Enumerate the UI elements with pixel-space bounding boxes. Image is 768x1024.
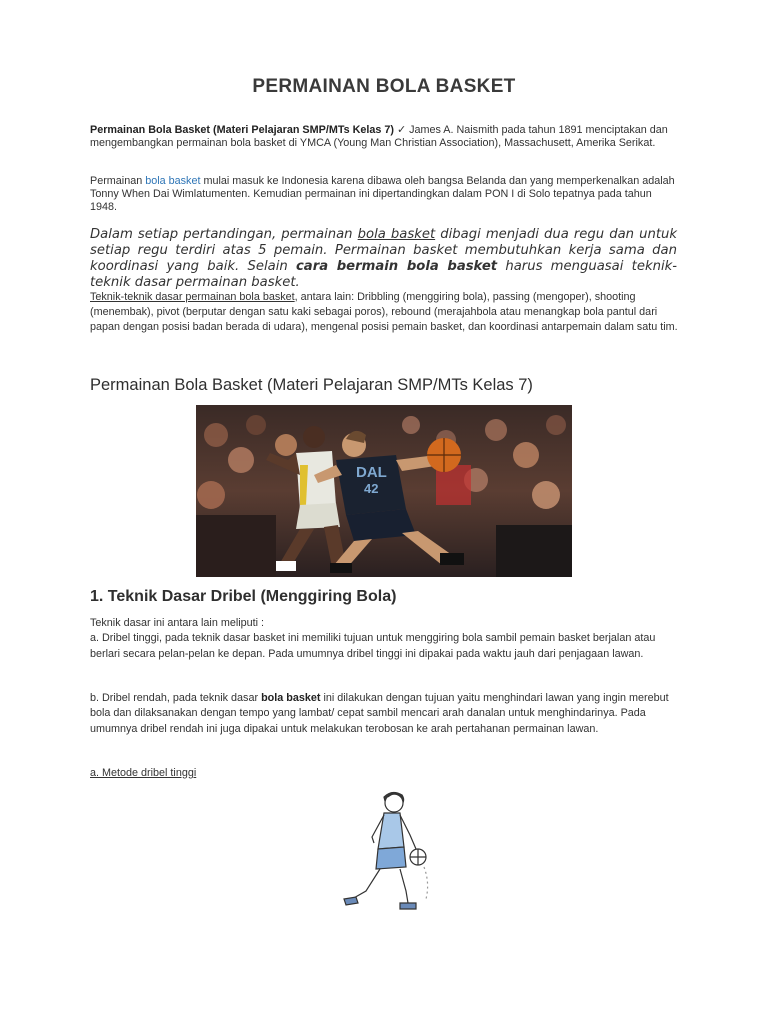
basketball-photo <box>196 405 572 577</box>
section-heading: Permainan Bola Basket (Materi Pelajaran SMP/MTs Kelas 7) <box>90 376 533 394</box>
italic-post: harus menguasai teknik-teknik dasar permainan basket. <box>90 259 677 290</box>
techniques-link[interactable]: Teknik-teknik dasar permainan bola basket <box>90 291 295 303</box>
italic-bola-basket-link[interactable]: bola basket <box>357 227 436 242</box>
history-post: mulai masuk ke Indonesia karena dibawa oleh bangsa Belanda dan yang memperkenalkan adalah Tonny When Dai Wimlatumenten. Kemudian permainan ini dipertandingkan dalam PON I di Solo tepatnya pada tahun 1948. <box>90 175 675 213</box>
bola-basket-link[interactable]: bola basket <box>145 175 201 187</box>
page-title: PERMAINAN BOLA BASKET <box>252 76 516 97</box>
point-b-post: ini dilakukan dengan tujuan yaitu menghindari lawan yang ingin merebut bola dan dilaksanakan dengan tempo yang lambat/ cepat sambil mencari arah danalan untuk menghindarinya. Pada umumnya dribel rendah ini juga dipakai untuk melakukan terobosan ke arah pertahanan permainan lawan. <box>90 692 669 735</box>
dribble-point-a: a. Dribel tinggi, pada teknik dasar basket ini memiliki tujuan untuk menggiring bola sambil pemain basket berjalan atau berlari secara pelan-pelan ke depan. Pada umumnya dribel tinggi ini dipakai pada waktu jauh dari penjagaan lawan. <box>90 632 656 660</box>
point-b-pre: b. Dribel rendah, pada teknik dasar <box>90 692 262 704</box>
italic-pre: Dalam setiap pertandingan, permainan <box>90 227 358 242</box>
check-icon: ✓ <box>397 124 407 136</box>
history-paragraph <box>90 175 680 214</box>
history-pre: Permainan <box>90 175 146 187</box>
italic-bold-phrase: cara bermain bola basket <box>295 259 498 274</box>
intro-paragraph <box>90 124 680 150</box>
method-subheading: a. Metode dribel tinggi <box>90 767 197 779</box>
subsection-heading: 1. Teknik Dasar Dribel (Menggiring Bola) <box>90 588 397 605</box>
intro-text: James A. Naismith pada tahun 1891 menciptakan dan mengembangkan permainan bola basket di YMCA (Young Man Christian Association), Massachusett, Amerika Serikat. <box>90 124 668 149</box>
jersey-number: 42 <box>364 481 379 496</box>
intro-bold-lead: Permainan Bola Basket (Materi Pelajaran SMP/MTs Kelas 7) <box>90 124 395 136</box>
point-b-bold: bola basket <box>261 692 321 704</box>
italic-paragraph <box>90 227 677 291</box>
techniques-text: , antara lain: Dribbling (menggiring bola), passing (mengoper), shooting (menembak), pivot (berputar dengan satu kaki sebagai poros), rebound (merajahbola atau menangkap bola pantul dari papan dengan posisi badan berada di udara), mengenal posisi pemain basket, dan koordinasi antarpemain dalam satu tim. <box>90 291 678 333</box>
dribbling-player-icon <box>334 787 434 915</box>
jersey-text: DAL <box>356 464 387 481</box>
photo-illustration <box>196 405 572 577</box>
dribble-point-b <box>90 691 680 737</box>
italic-mid: dibagi menjadi dua regu dan untuk setiap regu terdiri atas 5 pemain. Permainan basket membutuhkan kerja sama dan koordinasi yang baik. Selain <box>90 227 677 274</box>
dribble-intro: Teknik dasar ini antara lain meliputi : <box>90 617 265 629</box>
techniques-paragraph <box>90 290 680 335</box>
dribble-illustration <box>334 787 434 915</box>
